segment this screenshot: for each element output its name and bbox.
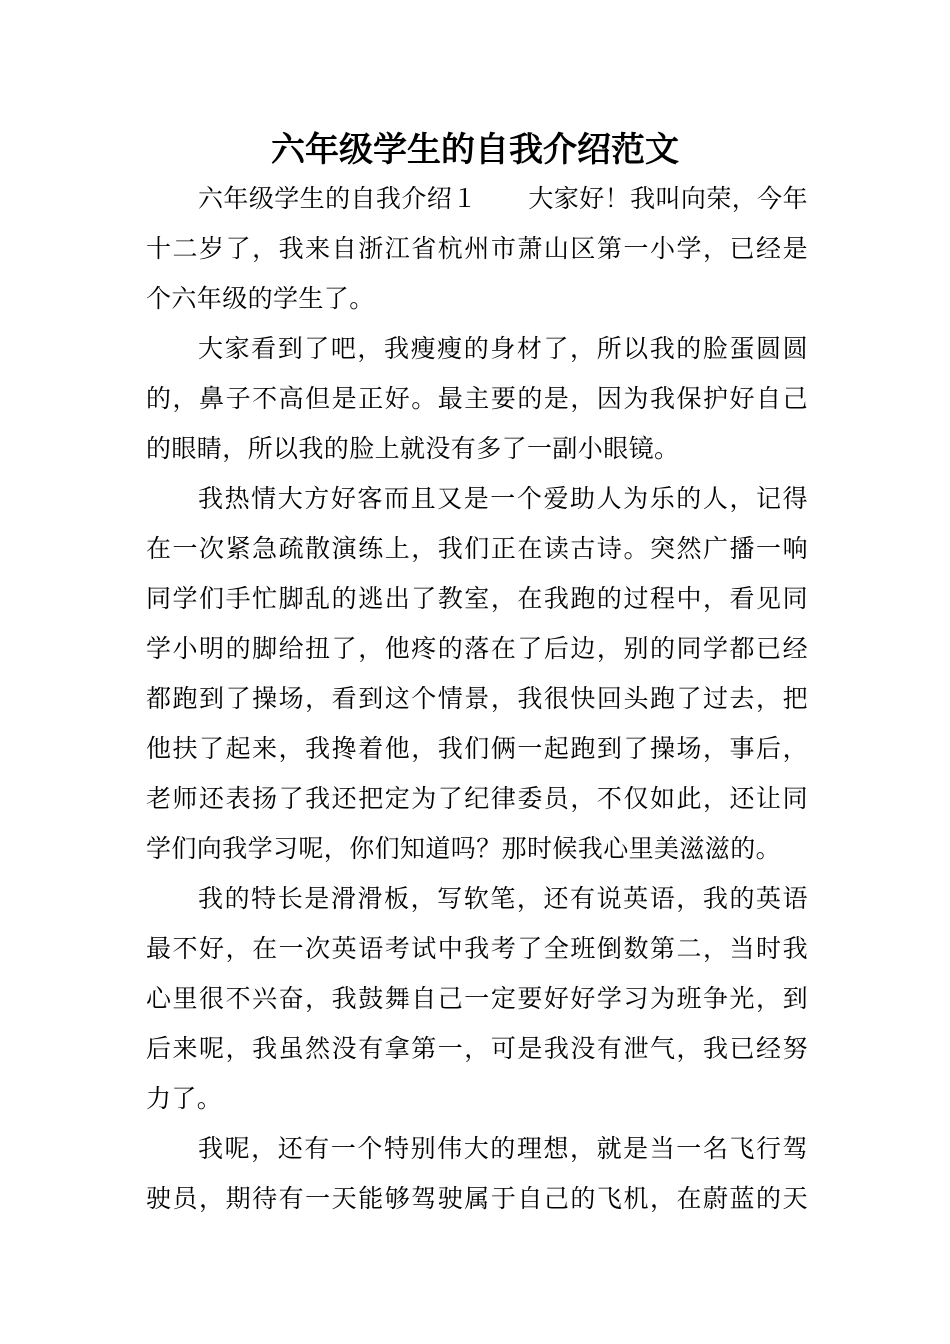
text-line: 个六年级的学生了。: [146, 284, 375, 313]
text-line: 都跑到了操场，看到这个情景，我很快回头跑了过去，把: [146, 684, 808, 713]
text-line: 我热情大方好客而且又是一个爱助人为乐的人，记得: [198, 484, 808, 513]
text-line: 学小明的脚给扭了，他疼的落在了后边，别的同学都已经: [146, 634, 808, 663]
text-line: 大家看到了吧，我瘦瘦的身材了，所以我的脸蛋圆圆: [198, 334, 808, 363]
text-line: 的，鼻子不高但是正好。最主要的是，因为我保护好自己: [146, 384, 808, 413]
text-line: 我呢，还有一个特别伟大的理想，就是当一名飞行驾: [198, 1134, 808, 1163]
text-line: 六年级学生的自我介绍１ 大家好！我叫向荣，今年: [198, 184, 808, 213]
text-line: 的眼睛，所以我的脸上就没有多了一副小眼镜。: [146, 434, 680, 463]
text-line: 他扶了起来，我搀着他，我们俩一起跑到了操场，事后，: [146, 734, 808, 763]
text-line: 我的特长是滑滑板，写软笔，还有说英语，我的英语: [198, 884, 808, 913]
document-body: [146, 174, 808, 1224]
text-line: 老师还表扬了我还把定为了纪律委员，不仅如此，还让同: [146, 784, 808, 813]
text-line: 最不好，在一次英语考试中我考了全班倒数第二，当时我: [146, 934, 808, 963]
text-line: 驶员，期待有一天能够驾驶属于自己的飞机，在蔚蓝的天: [146, 1184, 808, 1213]
text-line: 力了。: [146, 1084, 223, 1113]
text-line: 十二岁了，我来自浙江省杭州市萧山区第一小学，已经是: [146, 234, 808, 263]
text-line: 后来呢，我虽然没有拿第一，可是我没有泄气，我已经努: [146, 1034, 808, 1063]
text-line: 心里很不兴奋，我鼓舞自己一定要好好学习为班争光，到: [146, 984, 808, 1013]
document-title: 六年级学生的自我介绍范文: [271, 130, 679, 170]
text-line: 在一次紧急疏散演练上，我们正在读古诗。突然广播一响: [146, 534, 808, 563]
text-line: 学们向我学习呢，你们知道吗？那时候我心里美滋滋的。: [146, 834, 782, 863]
text-line: 同学们手忙脚乱的逃出了教室，在我跑的过程中，看见同: [146, 584, 808, 613]
